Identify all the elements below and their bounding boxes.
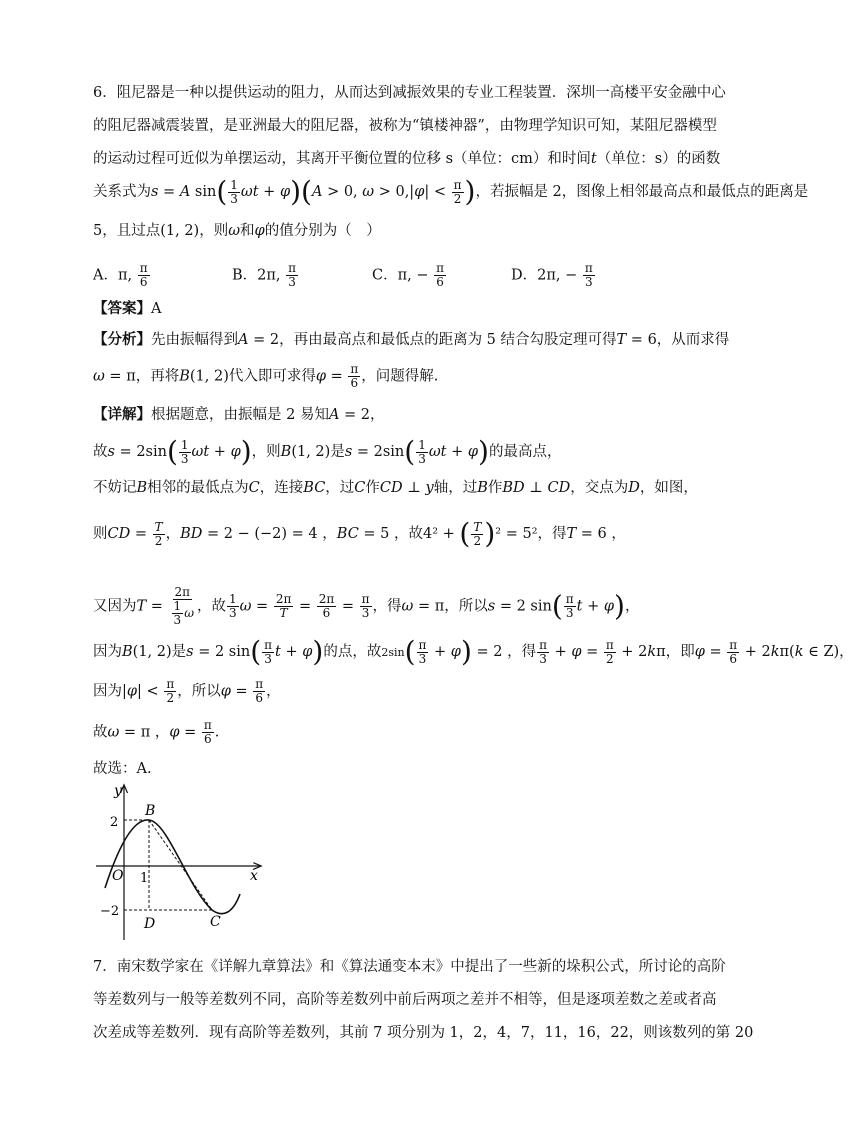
detail-line-4: 则CD = $\frac{T}{2}$ ，BD = 2 − (−2) = 4 ，BC = 5 ，故4² + ( $\frac{T}{2}$ )² = 5²，得T = 6 ， xyxy=(93,517,626,550)
analysis-line-1: 【分析】先由振幅得到A = 2，再由最高点和最低点的距离为 5 结合勾股定理可得T = 6，从而求得 xyxy=(93,331,730,348)
q6-line-4: 关系式为s = A sin( $\frac{1}{3}$ ωt + φ)(A > 0, ω > 0,|φ| < $\frac{\pi}{2}$ )，若振幅是 2，图像上相邻最高点和最低点的距离是 xyxy=(93,175,809,208)
sine-figure xyxy=(88,778,268,948)
detail-line-9: 故选：A. xyxy=(93,761,152,777)
q6-line-2: 的阻尼器减震装置，是亚洲最大的阻尼器，被称为“镇楼神器”，由物理学知识可知，某阻尼器模型 xyxy=(93,118,717,134)
q6-line-5: 5，且过点(1, 2)，则ω和φ的值分别为（ ） xyxy=(93,223,381,239)
option-b: B．2π, $\frac{\pi}{3}$ xyxy=(232,261,297,289)
tick-1-label: 1 xyxy=(140,871,149,886)
detail-line-1: 【详解】根据题意，由振幅是 2 易知A = 2， xyxy=(93,406,385,423)
option-d: D．2π, − $\frac{\pi}{3}$ xyxy=(511,261,593,289)
point-c-label: C xyxy=(210,914,221,930)
option-c: C．π, − $\frac{\pi}{6}$ xyxy=(372,261,445,289)
detail-line-6: 因为B(1, 2)是s = 2 sin( $\frac{\pi}{3}$ t + φ)的点，故2sin( $\frac{\pi}{3}$ + φ) = 2 ，得 $\frac{\pi}{3}$ + φ = $\frac{\pi}{2}$ + 2kπ，即φ = $\frac{\pi}{6}$ + 2kπ(k ∈ Z)， xyxy=(93,635,854,668)
q6-line-1: 6．阻尼器是一种以提供运动的阻力，从而达到减振效果的专业工程装置．深圳一高楼平安金融中心 xyxy=(93,85,726,101)
detail-line-3: 不妨记B相邻的最低点为C，连接BC，过C作CD ⊥ y轴，过B作BD ⊥ CD，交点为D，如图， xyxy=(93,480,698,496)
q6-line-3: 的运动过程可近似为单摆运动，其离开平衡位置的位移 s（单位：cm）和时间t（单位：s）的函数 xyxy=(93,151,721,167)
q7-line-2: 等差数列与一般等差数列不同，高阶等差数列中前后两项之差并不相等，但是逐项差数之差或者高 xyxy=(93,992,717,1008)
point-b-label: B xyxy=(145,803,156,819)
segment-bc xyxy=(149,820,212,910)
q7-line-3: 次差成等差数列．现有高阶等差数列，其前 7 项分别为 1，2，4，7，11，16，22，则该数列的第 20 xyxy=(93,1025,754,1041)
detail-line-2: 故s = 2sin( $\frac{1}{3}$ ωt + φ)，则B(1, 2)是s = 2sin( $\frac{1}{3}$ ωt + φ)的最高点， xyxy=(93,435,562,468)
answer-line: 【答案】A xyxy=(93,300,162,317)
detail-line-7: 因为|φ| < $\frac{\pi}{2}$ ，所以φ = $\frac{\pi}{6}$ ， xyxy=(93,677,281,705)
analysis-line-2: ω = π，再将B(1, 2)代入即可求得φ = $\frac{\pi}{6}$ ，问题得解. xyxy=(93,362,439,390)
q7-line-1: 7．南宋数学家在《详解九章算法》和《算法通变本末》中提出了一些新的垛积公式，所讨论的高阶 xyxy=(93,959,726,975)
detail-line-5: 又因为T = 2π $\frac{1}{3}$ ω ，故 $\frac{1}{3}$ ω = $\frac{2\pi}{T}$ = $\frac{2\pi}{6}$ = $\frac{\pi}{3}$ ，得ω = π，所以s = 2 sin( $\frac{\pi}{3}$ t + φ)， xyxy=(93,585,640,627)
tick-m2-label: −2 xyxy=(100,904,120,919)
option-a: A．π, $\frac{\pi}{6}$ xyxy=(93,261,148,289)
sine-curve xyxy=(105,820,240,914)
detail-line-8: 故ω = π ，φ = $\frac{\pi}{6}$ . xyxy=(93,718,220,746)
tick-2-label: 2 xyxy=(110,815,119,830)
point-d-label: D xyxy=(144,916,156,932)
origin-label: O xyxy=(112,868,124,884)
x-label: x xyxy=(250,868,258,884)
y-label: y xyxy=(114,783,122,799)
